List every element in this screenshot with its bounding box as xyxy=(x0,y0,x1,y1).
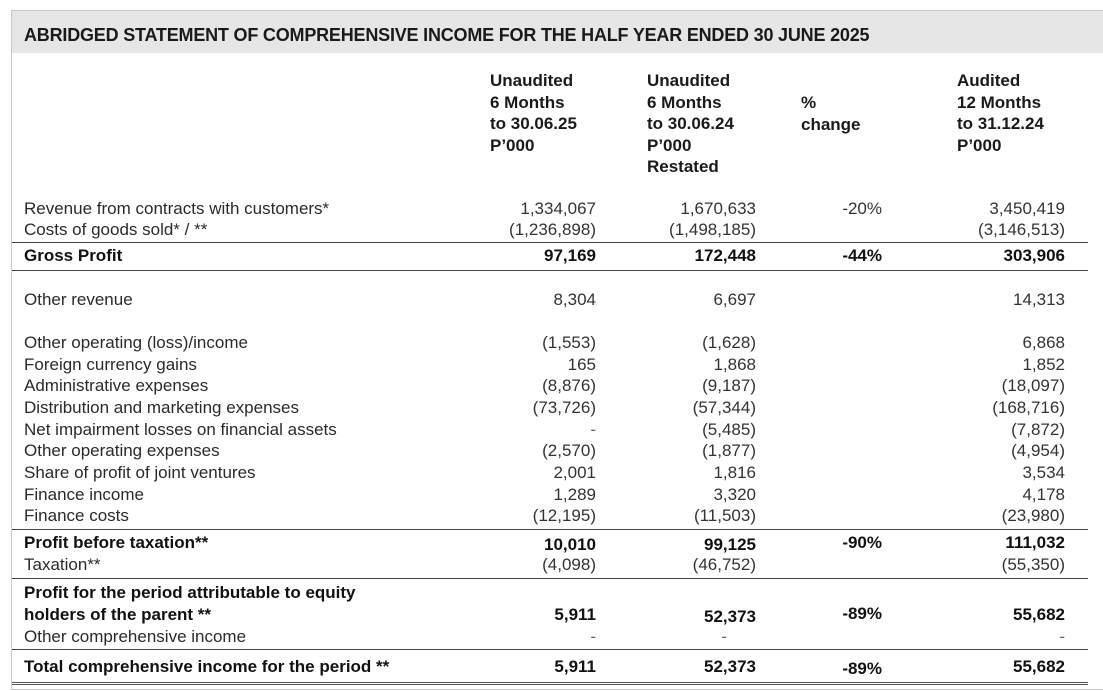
divider xyxy=(12,270,1088,271)
divider xyxy=(12,578,1088,579)
table-row-other-revenue: Other revenue 8,304 6,697 14,313 xyxy=(24,290,1065,309)
table-row-other-comprehensive-income: Other comprehensive income - - - xyxy=(24,627,1065,646)
table-row-share-of-profit-jv: Share of profit of joint ventures 2,001 1,816 3,534 xyxy=(24,463,1065,482)
table-row-finance-income: Finance income 1,289 3,320 4,178 xyxy=(24,485,1065,504)
double-divider xyxy=(12,682,1088,687)
divider xyxy=(12,529,1088,530)
table-row-cost-of-goods-sold: Costs of goods sold* / ** (1,236,898) (1,498,185) (3,146,513) xyxy=(24,220,1065,239)
table-row-net-impairment: Net impairment losses on financial assets - (5,485) (7,872) xyxy=(24,420,1065,439)
table-row-other-operating-expenses: Other operating expenses (2,570) (1,877) (4,954) xyxy=(24,441,1065,460)
table-row-revenue: Revenue from contracts with customers* 1,334,067 1,670,633 -20% 3,450,419 xyxy=(24,199,1065,218)
column-header-unaudited-2025: Unaudited 6 Months to 30.06.25 P’000 xyxy=(490,71,577,155)
table-row-foreign-currency-gains: Foreign currency gains 165 1,868 1,852 xyxy=(24,355,1065,374)
table-row-administrative-expenses: Administrative expenses (8,876) (9,187) (18,097) xyxy=(24,376,1065,395)
column-header-percent-change: % change xyxy=(801,93,861,134)
table-row-taxation: Taxation** (4,098) (46,752) (55,350) xyxy=(24,555,1065,574)
table-row-other-operating-income: Other operating (loss)/income (1,553) (1,628) 6,868 xyxy=(24,333,1065,352)
table-row-profit-before-taxation: Profit before taxation** 10,010 99,125 -90% 111,032 xyxy=(24,533,1065,554)
table-row-profit-attributable: Profit for the period attributable to equity holders of the parent ** 5,911 52,373 -89% 55,682 xyxy=(24,583,1065,626)
statement-title: ABRIDGED STATEMENT OF COMPREHENSIVE INCOME FOR THE HALF YEAR ENDED 30 JUNE 2025 xyxy=(24,25,870,45)
divider xyxy=(12,242,1088,243)
column-header-unaudited-2024: Unaudited 6 Months to 30.06.24 P’000 Restated xyxy=(647,71,734,176)
table-row-total-comprehensive-income: Total comprehensive income for the period ** 5,911 52,373 -89% 55,682 xyxy=(24,657,1065,678)
table-row-gross-profit: Gross Profit 97,169 172,448 -44% 303,906 xyxy=(24,246,1065,265)
column-header-audited-2024: Audited 12 Months to 31.12.24 P’000 xyxy=(957,71,1044,155)
divider xyxy=(12,649,1088,650)
table-row-finance-costs: Finance costs (12,195) (11,503) (23,980) xyxy=(24,506,1065,525)
table-row-distribution-marketing: Distribution and marketing expenses (73,726) (57,344) (168,716) xyxy=(24,398,1065,417)
